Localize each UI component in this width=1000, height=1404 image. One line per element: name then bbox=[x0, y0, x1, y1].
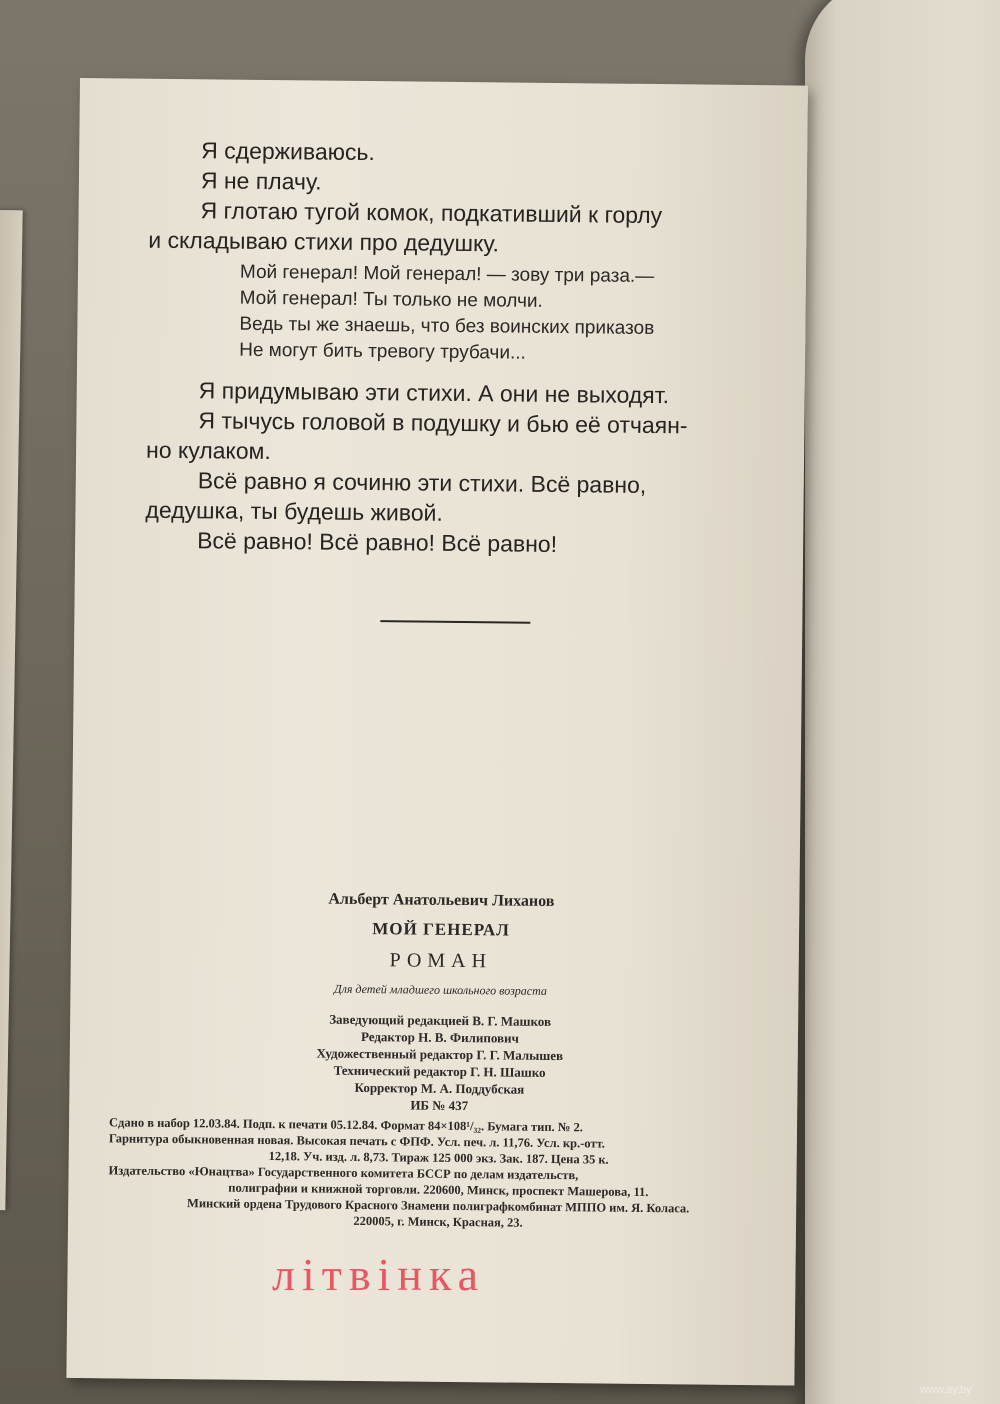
staff-line: Технический редактор Г. Н. Шашко bbox=[333, 1062, 546, 1080]
print-line: Сдано в набор 12.03.84. Подп. к печати 05.12.84. Формат 84×108¹/₃₂. Бумага тип. № 2. bbox=[108, 1115, 583, 1135]
colophon bbox=[108, 888, 772, 1233]
prose-line: Я глотаю тугой комок, подкативший к горлу bbox=[200, 197, 663, 229]
prose-line: и складываю стихи про дедушку. bbox=[148, 226, 500, 257]
book-title: МОЙ ГЕНЕРАЛ bbox=[372, 919, 511, 940]
facing-page bbox=[805, 0, 1000, 1404]
poem-stanza bbox=[239, 260, 655, 368]
staff-line: Заведующий редакцией В. Г. Машков bbox=[329, 1011, 552, 1029]
audience-note: Для детей младшего школьного возраста bbox=[333, 981, 548, 998]
author-name: Альберт Анатольевич Лиханов bbox=[328, 890, 555, 911]
prose-line: Всё равно я сочиню эти стихи. Всё равно, bbox=[197, 467, 647, 498]
ib-number: ИБ № 437 bbox=[410, 1097, 469, 1114]
section-divider bbox=[380, 620, 530, 624]
prose-line: Всё равно! Всё равно! Всё равно! bbox=[197, 527, 558, 558]
prose-line: Я сдерживаюсь. bbox=[201, 137, 376, 166]
publisher-line: Минский ордена Трудового Красного Знамени полиграфкомбинат МППО им. Я. Коласа. bbox=[186, 1196, 690, 1216]
watermark-text: лiтвiнка bbox=[272, 1249, 486, 1300]
prose-top bbox=[148, 135, 789, 262]
prose-line: Я придумываю эти стихи. А они не выходят. bbox=[198, 377, 670, 409]
prose-line: Я не плачу. bbox=[200, 167, 322, 195]
verse-line: Ведь ты же знаешь, что без воинских приказов bbox=[239, 313, 655, 340]
staff-line: Художественный редактор Г. Г. Малышев bbox=[316, 1045, 564, 1064]
prose-bottom bbox=[145, 375, 787, 562]
publisher-line: 220005, г. Минск, Красная, 23. bbox=[353, 1213, 523, 1230]
editorial-staff bbox=[109, 1008, 770, 1117]
prose-line: но кулаком. bbox=[145, 436, 271, 465]
verse-line: Мой генерал! Мой генерал! — зову три раза.— bbox=[239, 261, 655, 288]
print-line: Гарнитура обыкновенная новая. Высокая печать с ФПФ. Усл. печ. л. 11,76. Усл. кр.-отт. bbox=[108, 1131, 605, 1151]
book-page bbox=[66, 78, 808, 1386]
verse-line: Не могут бить тревогу трубачи... bbox=[239, 339, 526, 364]
site-watermark: www.ay.by bbox=[920, 1384, 972, 1396]
publisher-line: Издательство «Юнацтва» Государственного комитета БССР по делам издательств, bbox=[108, 1163, 579, 1183]
book-genre: РОМАН bbox=[389, 949, 493, 973]
publisher-line: полиграфии и книжной торговли. 220600, Минск, проспект Машерова, 11. bbox=[228, 1180, 649, 1200]
prose-line: Я тычусь головой в подушку и бью её отчаян- bbox=[198, 407, 688, 439]
print-details bbox=[108, 1114, 769, 1233]
print-line: 12,18. Уч. изд. л. 8,73. Тираж 125 000 экз. Зак. 187. Цена 35 к. bbox=[268, 1149, 609, 1167]
staff-line: Корректор М. А. Поддубская bbox=[354, 1079, 525, 1097]
left-book-edge bbox=[0, 210, 23, 1210]
prose-line: дедушка, ты будешь живой. bbox=[145, 496, 443, 526]
staff-line: Редактор Н. В. Филипович bbox=[360, 1028, 519, 1046]
verse-line: Мой генерал! Ты только не молчи. bbox=[239, 287, 543, 312]
